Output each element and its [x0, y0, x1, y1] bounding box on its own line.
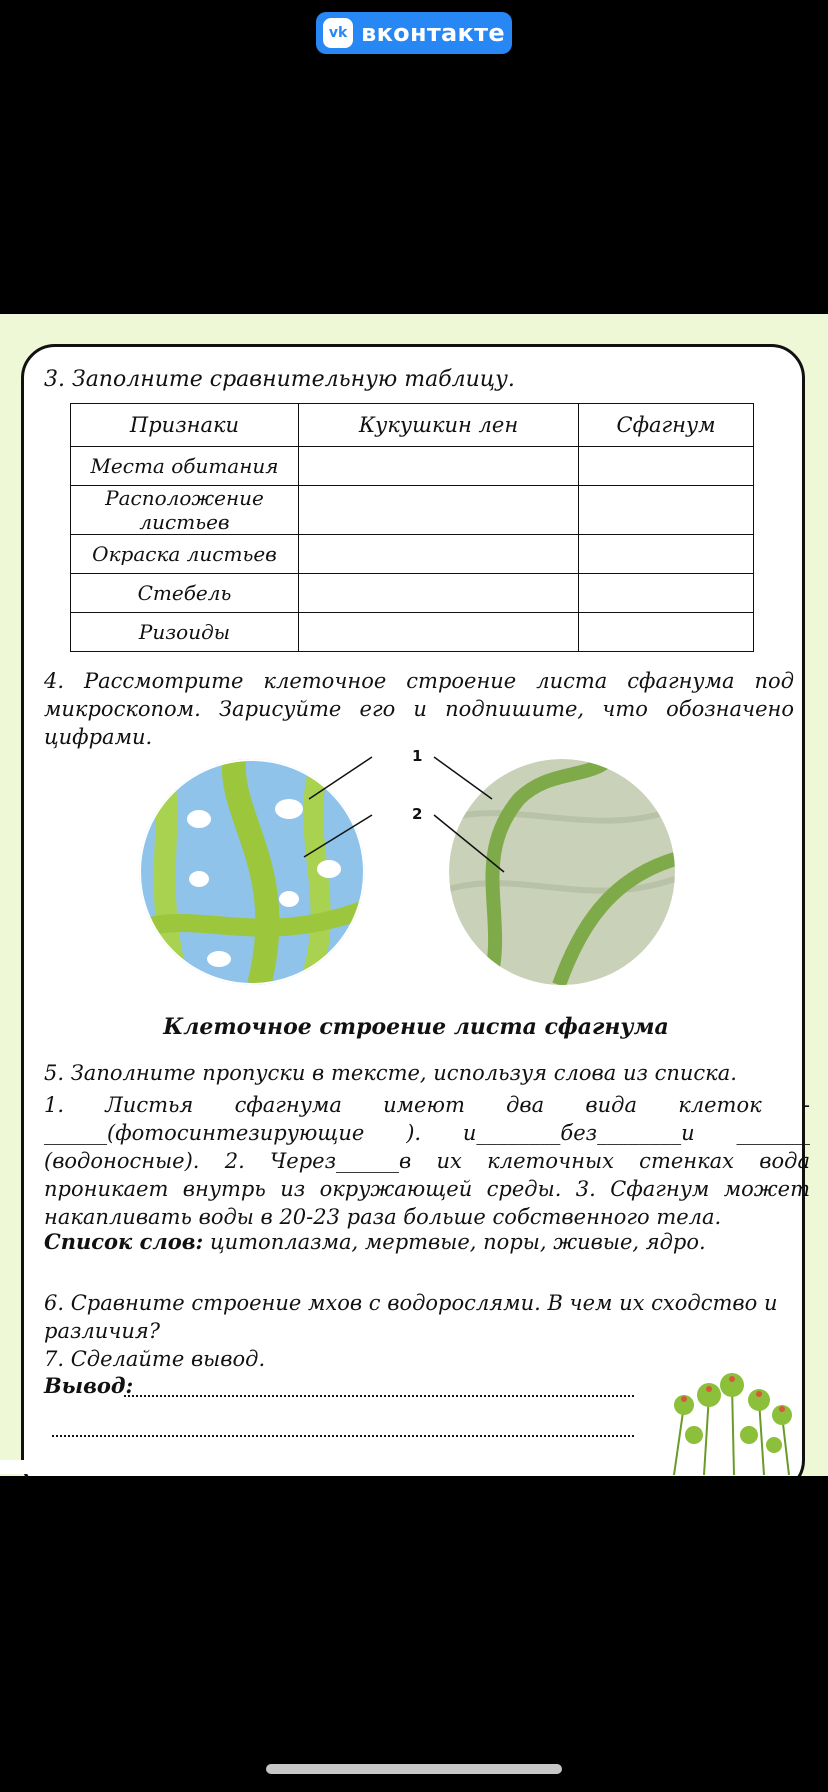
task6-text: 6. Сравните строение мхов с водорослями. В чем их сходство и различия? [44, 1291, 778, 1343]
word-list-label: Список слов: [44, 1229, 204, 1254]
vk-logo-icon: vk [323, 18, 353, 48]
marker-label: 1 [412, 747, 423, 765]
vk-brand-button[interactable] [316, 12, 512, 54]
home-indicator[interactable] [266, 1764, 562, 1774]
word-list-items: цитоплазма, мертвые, поры, живые, ядро. [209, 1230, 706, 1254]
marker-label: 2 [412, 805, 423, 823]
table-header-cell: Сфагнум [579, 404, 754, 447]
table-row-label: Ризоиды [71, 613, 299, 652]
task4-text: 4. Рассмотрите клеточное строение листа сфагнума под микроскопом. Зарисуйте его и подпишите, что обозначено цифрами. [44, 669, 794, 749]
task3-title: 3. Заполните сравнительную таблицу. [44, 367, 515, 392]
answer-line [52, 1433, 634, 1437]
task6-7-text [44, 1289, 802, 1373]
table-row-label: Расположение листьев [71, 486, 299, 535]
table-row-label: Места обитания [71, 447, 299, 486]
table-header-cell: Признаки [71, 404, 299, 447]
table-header-cell: Кукушкин лен [299, 404, 579, 447]
conclusion-label: Вывод: [44, 1373, 134, 1398]
table-row-label: Окраска листьев [71, 535, 299, 574]
task5-text: 1. Листья сфагнума имеют два вида клеток -______(фотосинтезирующие ). и________без________и _______ (водоносные). 2. Через______в их клеточных стенках вода проникает внутрь из окружающей среды. 3. Сфагнум может накапливать воды в 20-23 раза больше собственного тела. [44, 1093, 810, 1229]
table-row-label: Стебель [71, 574, 299, 613]
task5-title: 5. Заполните пропуски в тексте, используя слова из списка. [44, 1061, 737, 1085]
answer-line [124, 1393, 634, 1397]
worksheet-card [21, 344, 810, 1476]
moss-plant-icon [654, 1365, 804, 1475]
word-list [44, 1229, 706, 1254]
task7-text: 7. Сделайте вывод. [44, 1347, 266, 1371]
vk-brand-label: вконтакте [361, 19, 505, 47]
worksheet-image [0, 314, 828, 1476]
callout-lines [24, 347, 808, 1047]
qr-code-icon [0, 1460, 46, 1474]
figure-caption: Клеточное строение листа сфагнума [163, 1014, 669, 1040]
